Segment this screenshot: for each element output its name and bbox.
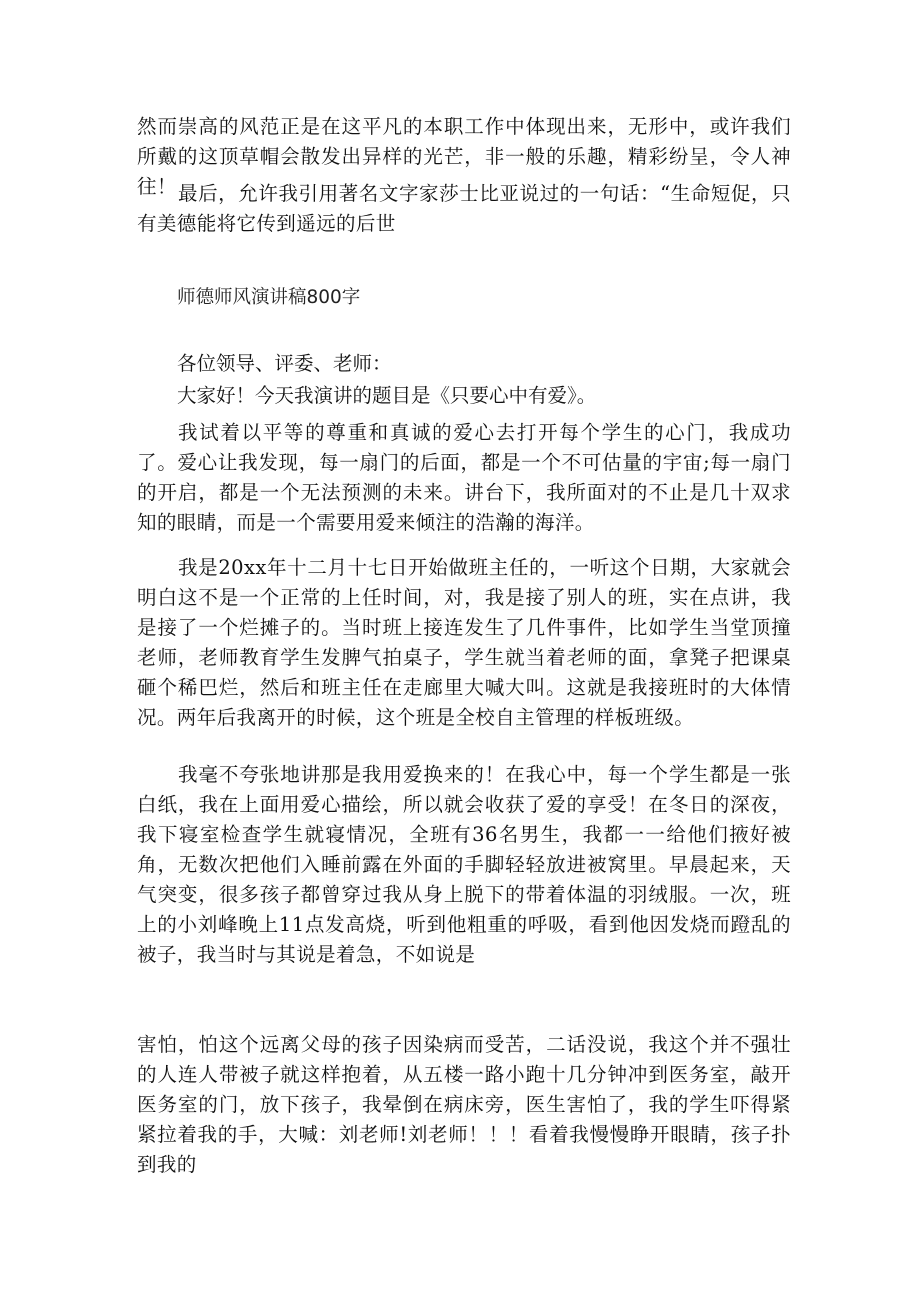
body-paragraph-4: 害怕，怕这个远离父母的孩子因染病而受苦，二话没说，我这个并不强壮的人连人带被子就这样抱着，从五楼一路小跑十几分钟冲到医务室，敲开医务室的门，放下孩子，我晕倒在病床旁，医生害怕了，我的学生吓得紧紧拉着我的手，大喊：刘老师!刘老师！！！看着我慢慢睁开眼睛，孩子扑到我的	[137, 1033, 791, 1176]
greeting: 大家好！今天我演讲的题目是《只要心中有爱》。	[177, 384, 597, 407]
intro-paragraph-2: 最后，允许我引用著名文字家莎士比亚说过的一句话：“生命短促，只有美德能将它传到遥远的后世	[137, 182, 791, 235]
body-paragraph-3: 我毫不夸张地讲那是我用爱换来的！在我心中，每一个学生都是一张白纸，我在上面用爱心描绘，所以就会收获了爱的享受！在冬日的深夜，我下寝室检查学生就寝情况，全班有36名男生，我都一一给他们掖好被角，无数次把他们入睡前露在外面的手脚轻轻放进被窝里。早晨起来，天气突变，很多孩子都曾穿过我从身上脱下的带着体温的羽绒服。一次，班上的小刘峰晚上11点发高烧，听到他粗重的呼吸，看到他因发烧而蹬乱的被子，我当时与其说是着急，不如说是	[137, 763, 791, 966]
body-paragraph-2: 我是20xx年十二月十七日开始做班主任的，一听这个日期，大家就会明白这不是一个正常的上任时间，对，我是接了别人的班，实在点讲，我是接了一个烂摊子的。当时班上接连发生了几件事件，比如学生当堂顶撞老师，老师教育学生发脾气拍桌子，学生就当着老师的面，拿凳子把课桌砸个稀巴烂，然后和班主任在走廊里大喊大叫。这就是我接班时的大体情况。两年后我离开的时候，这个班是全校自主管理的样板班级。	[137, 556, 791, 729]
intro-paragraph-1: 然而崇高的风范正是在这平凡的本职工作中体现出来，无形中，或许我们所戴的这顶草帽会散发出异样的光芒，非一般的乐趣，精彩纷呈，令人神往！	[137, 115, 791, 198]
salutation: 各位领导、评委、老师：	[177, 352, 392, 375]
speech-title: 师德师风演讲稿800字	[177, 287, 361, 308]
body-paragraph-1: 我试着以平等的尊重和真诚的爱心去打开每个学生的心门，我成功了。爱心让我发现，每一扇门的后面，都是一个不可估量的宇宙;每一扇门的开启，都是一个无法预测的未来。讲台下，我所面对的不止是几十双求知的眼睛，而是一个需要用爱来倾注的浩瀚的海洋。	[137, 421, 791, 534]
